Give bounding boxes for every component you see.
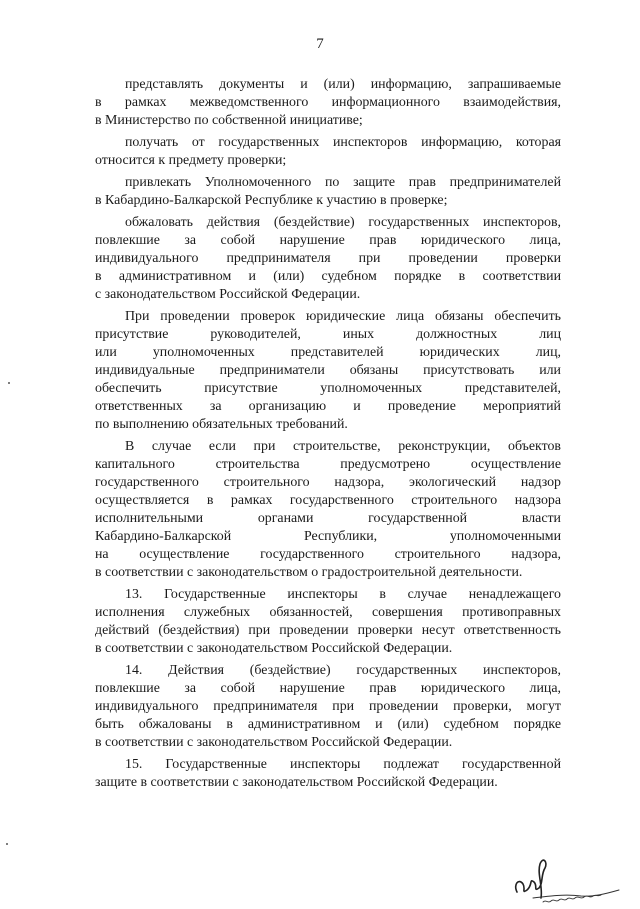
text-line: с законодательством Российской Федерации. [95, 287, 361, 302]
text-line: защите в соответствии с законодательством Российской Федерации. [95, 775, 498, 790]
text-line: исполнительными органами государственной власти [95, 511, 561, 526]
text-line: повлекшие за собой нарушение прав юридического лица, [95, 681, 561, 696]
signature [503, 838, 623, 904]
paragraph [95, 586, 561, 658]
text-line: или уполномоченных представителей юридических лиц, [95, 345, 561, 360]
text-line: по выполнению обязательных требований. [95, 417, 348, 432]
paragraph [95, 662, 561, 752]
text-line: действий (бездействия) при проведении проверки несут ответственность [95, 623, 561, 638]
paragraph [95, 134, 561, 170]
text-line: в Министерство по собственной инициативе; [95, 113, 363, 128]
text-line: 13. Государственные инспекторы в случае ненадлежащего [125, 587, 561, 602]
text-line: представлять документы и (или) информацию, запрашиваемые [125, 77, 561, 92]
signature-scribble-icon [503, 838, 623, 904]
text-line: получать от государственных инспекторов информацию, которая [125, 135, 561, 150]
text-line: исполнения служебных обязанностей, совершения противоправных [95, 605, 561, 620]
text-line: в соответствии с законодательством Российской Федерации. [95, 641, 453, 656]
text-line: При проведении проверок юридические лица обязаны обеспечить [125, 309, 561, 324]
text-line: на осуществление государственного строительного надзора, [95, 547, 561, 562]
scan-speck [6, 843, 8, 845]
text-line: 14. Действия (бездействие) государственных инспекторов, [125, 663, 561, 678]
text-line: В случае если при строительстве, реконструкции, объектов [125, 439, 561, 454]
paragraph [95, 308, 561, 434]
text-line: быть обжалованы в административном и (или) судебном порядке [95, 717, 561, 732]
paragraph [95, 438, 561, 582]
text-line: обжаловать действия (бездействие) государственных инспекторов, [125, 215, 561, 230]
text-line: в административном и (или) судебном порядке в соответствии [95, 269, 561, 284]
text-line: индивидуального предпринимателя при проведении проверки, могут [95, 699, 561, 714]
text-line: ответственных за организацию и проведение мероприятий [95, 399, 561, 414]
text-line: осуществляется в рамках государственного строительного надзора [95, 493, 561, 508]
text-line: в соответствии с законодательством Российской Федерации. [95, 735, 453, 750]
text-line: государственного строительного надзора, экологический надзор [95, 475, 561, 490]
text-line: в рамках межведомственного информационного взаимодействия, [95, 95, 561, 110]
body-text [95, 76, 561, 792]
text-line: в соответствии с законодательством о градостроительной деятельности. [95, 565, 523, 580]
paragraph [95, 214, 561, 304]
text-line: 15. Государственные инспекторы подлежат государственной [125, 757, 561, 772]
text-line: повлекшие за собой нарушение прав юридического лица, [95, 233, 561, 248]
text-line: относится к предмету проверки; [95, 153, 287, 168]
scan-speck [8, 382, 10, 384]
text-line: присутствие руководителей, иных должностных лиц [95, 327, 561, 342]
text-line: капитального строительства предусмотрено осуществление [95, 457, 561, 472]
page-number: 7 [316, 36, 324, 52]
text-line: привлекать Уполномоченного по защите прав предпринимателей [125, 175, 561, 190]
text-line: индивидуального предпринимателя при проведении проверки [95, 251, 561, 266]
text-line: в Кабардино-Балкарской Республике к участию в проверке; [95, 193, 448, 208]
text-line: индивидуальные предприниматели обязаны присутствовать или [95, 363, 561, 378]
paragraph [95, 76, 561, 130]
text-line: Кабардино-Балкарской Республики, уполномоченными [95, 529, 561, 544]
paragraph [95, 174, 561, 210]
text-line: обеспечить присутствие уполномоченных представителей, [95, 381, 561, 396]
paragraph [95, 756, 561, 792]
